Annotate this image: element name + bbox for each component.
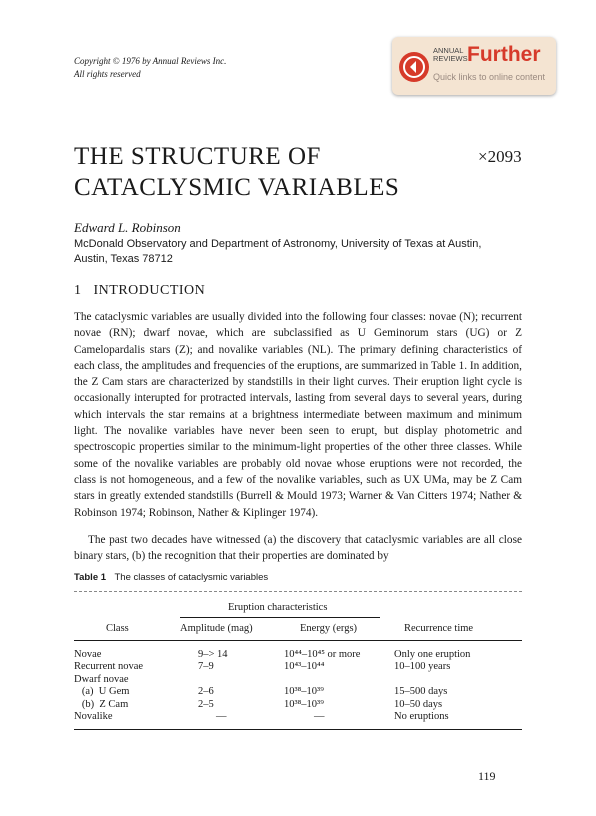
affiliation-line: McDonald Observatory and Department of Astronomy, University of Texas at Austin, [74,238,482,250]
header-rule [74,640,522,641]
table-cell: (b) Z Cam [74,698,129,710]
table-row [74,686,522,698]
table-cell: 2–6 [198,686,214,698]
table-cell: 9–> 14 [198,649,228,660]
table-row [74,649,522,661]
body-paragraph: The past two decades have witnessed (a) the discovery that cataclysmic variables are all close binary stars, (b) the recognition that their properties are dominated by [74,534,522,563]
table-cell: 10⁴⁴–10⁴⁵ or more [284,649,361,660]
article-number: ×2093 [478,147,522,166]
section-heading: 1 INTRODUCTION [74,283,206,298]
header-amplitude: Amplitude (mag) [180,623,253,634]
table-row [74,711,522,723]
table-cell: No eruptions [394,710,449,722]
header-class: Class [106,623,129,634]
table-group-header: Eruption characteristics [228,602,328,613]
group-header-rule [180,617,380,618]
table-bottom-rule [74,729,522,730]
logo-annual: ANNUAL [433,46,464,55]
title-line: THE STRUCTURE OF [74,143,321,170]
author-affiliation [74,237,514,267]
article-title [74,141,399,203]
table-cell: — [314,710,325,722]
copyright-notice [74,55,226,81]
classes-table [74,623,522,730]
table-header-row [74,623,522,641]
arrow-left-icon [399,52,429,82]
table-cell: 2–5 [198,698,214,710]
rights-line: All rights reserved [74,69,141,79]
table-cell: — [216,710,227,722]
table-cell: 10–100 years [394,661,451,673]
page-number: 119 [478,769,496,783]
table-cell: Novae [74,649,102,660]
table-cell: Only one eruption [394,649,471,660]
table-row [74,674,522,686]
table-row [74,661,522,673]
further-label: Further [467,43,541,66]
table-cell: 10³⁸–10³⁹ [284,698,324,710]
annual-reviews-further-banner[interactable] [392,37,556,95]
title-line: CATACLYSMIC VARIABLES [74,174,400,201]
table-cell: 10–50 days [394,698,443,710]
table-caption [74,572,268,583]
header-energy: Energy (ergs) [300,623,358,634]
author-name: Edward L. Robinson [74,220,181,235]
copyright-line: Copyright © 1976 by Annual Reviews Inc. [74,56,227,66]
table-top-rule [74,591,522,596]
table-label: Table 1 [74,572,107,583]
logo-reviews: REVIEWS [433,54,468,63]
affiliation-line: Austin, Texas 78712 [74,253,173,265]
header-recurrence: Recurrence time [404,623,474,634]
table-cell: Novalike [74,710,113,722]
table-cell: 10⁴³–10⁴⁴ [284,661,325,673]
table-row [74,699,522,711]
table-cell: Dwarf novae [74,673,129,685]
quick-links-label: Quick links to online content [433,72,546,82]
annual-reviews-logo [433,47,468,63]
table-cell: 10³⁸–10³⁹ [284,686,324,698]
table-cell: 7–9 [198,661,214,673]
table-caption-text: The classes of cataclysmic variables [114,572,269,583]
table-cell: (a) U Gem [74,686,130,698]
table-cell: Recurrent novae [74,661,144,673]
table-cell: 15–500 days [394,686,448,698]
body-paragraph: The cataclysmic variables are usually divided into the following four classes: novae (N); recurrent novae (RN); dwarf novae, which are subclassified as U Geminorum stars (UG) or Z Camelopardalis stars (Z); and novalike variables (NL). The primary defining characteristics of each class, the amplitudes and frequencies of the eruptions, are summarized in Table 1. In addition, the Z Cam stars are characterized by standstills in their light curves. Their eruption light cycle is occasionally interupted for protracted intervals, lasting from several days to several years, during which intervals the star remains at a brightness intermediate between maximum and minimum light. The novalike variables have never been seen to erupt, but display photometric and spectroscopic properties similar to the minimum-light properties of the other three classes. While some of the novalike variables are probably old novae whose eruptions were not recorded, the class is not homogeneous, and a few of the novalike variables, such as UX UMa, may be Z Cam stars in greatly extended standstills (Burrell & Mould 1973; Warner & Van Citters 1974; Nather & Robinson 1974; Robinson, Nather & Kiplinger 1974). [74,311,522,519]
